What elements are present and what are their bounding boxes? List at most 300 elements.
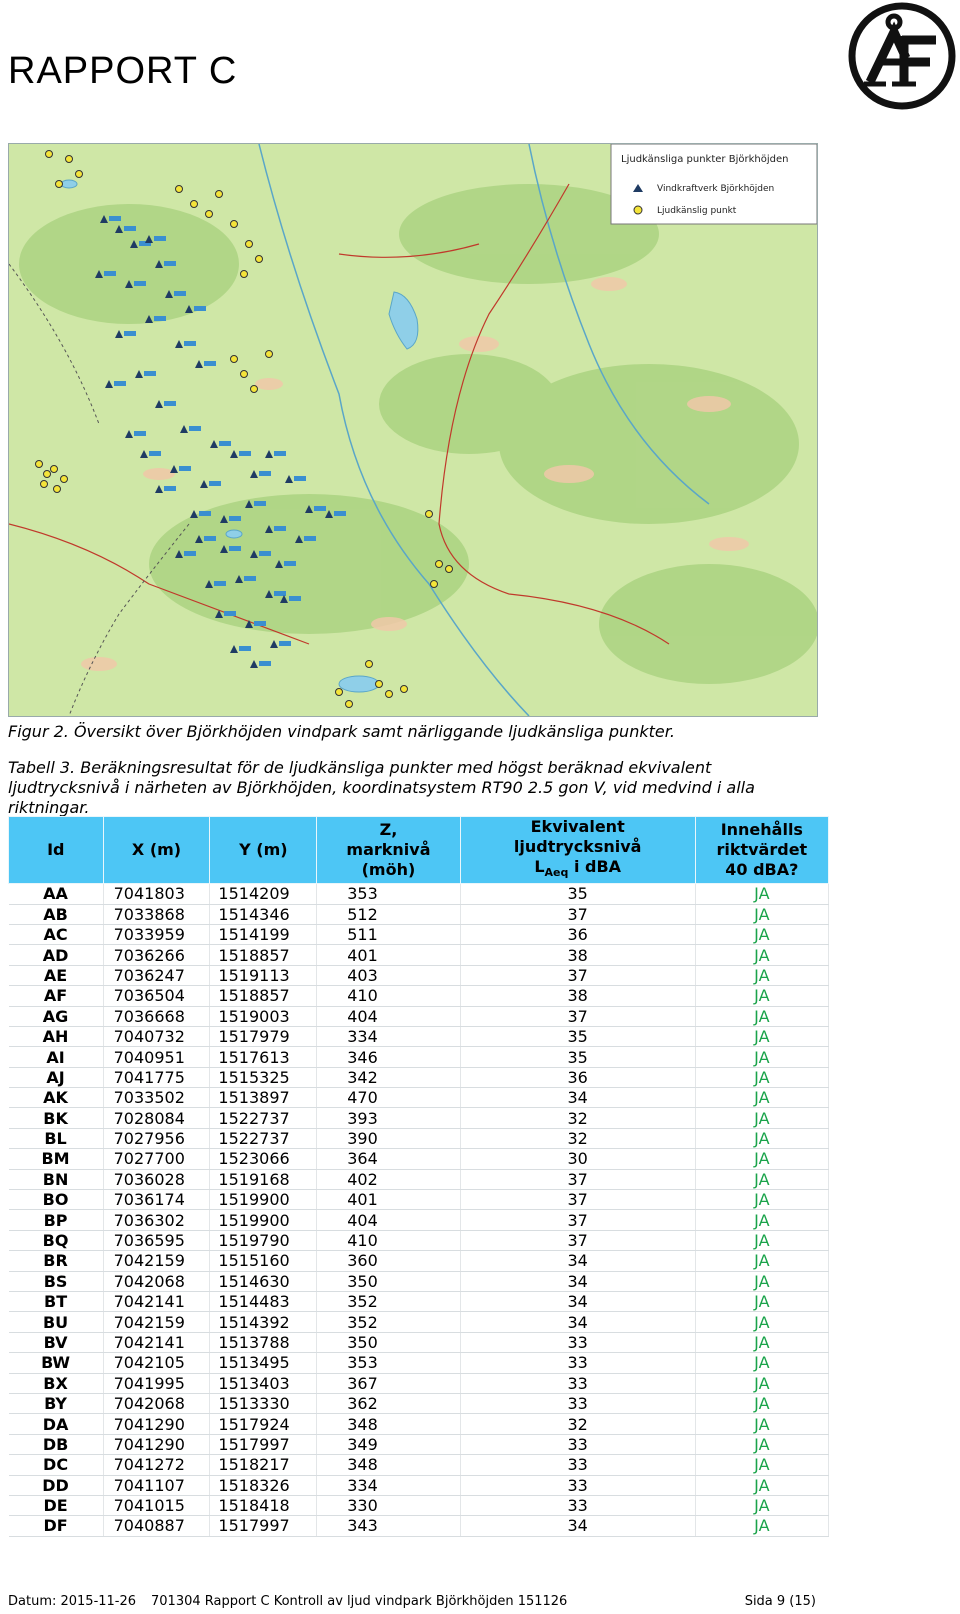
cell-l: 34 xyxy=(460,1292,695,1312)
cell-l: 36 xyxy=(460,924,695,944)
table-row xyxy=(9,1414,829,1434)
results-table xyxy=(8,816,829,1537)
cell-id: AG xyxy=(9,1006,104,1026)
cell-id: DD xyxy=(9,1475,104,1495)
cell-id: BN xyxy=(9,1169,104,1189)
cell-y: 1514346 xyxy=(210,904,317,924)
cell-z: 401 xyxy=(317,945,460,965)
sensitive-point-marker xyxy=(44,471,51,478)
col-level: Ekvivalent ljudtrycksnivå $L_{Aeq}$ i dBA xyxy=(460,817,695,884)
cell-id: BP xyxy=(9,1210,104,1230)
cell-id: BT xyxy=(9,1292,104,1312)
cell-y: 1522737 xyxy=(210,1128,317,1148)
cell-x: 7040887 xyxy=(103,1516,210,1536)
turbine-label-marker xyxy=(184,341,196,346)
cell-ok: JA xyxy=(695,1026,828,1046)
cell-z: 343 xyxy=(317,1516,460,1536)
table-row xyxy=(9,1353,829,1373)
cell-y: 1513897 xyxy=(210,1088,317,1108)
table-row xyxy=(9,945,829,965)
cell-ok: JA xyxy=(695,1047,828,1067)
cell-z: 350 xyxy=(317,1271,460,1291)
turbine-label-marker xyxy=(274,526,286,531)
cell-y: 1515325 xyxy=(210,1067,317,1087)
cell-y: 1517997 xyxy=(210,1516,317,1536)
turbine-label-marker xyxy=(209,481,221,486)
table-row xyxy=(9,1006,829,1026)
cell-l: 35 xyxy=(460,1026,695,1046)
turbine-label-marker xyxy=(259,471,271,476)
cell-y: 1513403 xyxy=(210,1373,317,1393)
turbine-label-marker xyxy=(164,486,176,491)
turbine-label-marker xyxy=(154,316,166,321)
cell-y: 1519113 xyxy=(210,965,317,985)
cell-l: 33 xyxy=(460,1455,695,1475)
cell-z: 402 xyxy=(317,1169,460,1189)
cell-id: BS xyxy=(9,1271,104,1291)
cell-x: 7036302 xyxy=(103,1210,210,1230)
turbine-label-marker xyxy=(279,641,291,646)
sensitive-point-marker xyxy=(36,461,43,468)
cell-l: 35 xyxy=(460,1047,695,1067)
cell-l: 33 xyxy=(460,1353,695,1373)
figure-caption: Figur 2. Översikt över Björkhöjden vindpark samt närliggande ljudkänsliga punkter. xyxy=(8,722,675,741)
cell-z: 470 xyxy=(317,1088,460,1108)
table-row xyxy=(9,965,829,985)
cell-x: 7042141 xyxy=(103,1292,210,1312)
sensitive-point-marker xyxy=(241,271,248,278)
turbine-label-marker xyxy=(189,426,201,431)
turbine-label-marker xyxy=(164,401,176,406)
sensitive-point-marker xyxy=(76,171,83,178)
cell-ok: JA xyxy=(695,986,828,1006)
cell-id: BW xyxy=(9,1353,104,1373)
cell-l: 37 xyxy=(460,904,695,924)
turbine-label-marker xyxy=(294,476,306,481)
cell-ok: JA xyxy=(695,884,828,904)
turbine-label-marker xyxy=(229,546,241,551)
sensitive-point-marker xyxy=(266,351,273,358)
cell-ok: JA xyxy=(695,1353,828,1373)
table-row xyxy=(9,1067,829,1087)
cell-ok: JA xyxy=(695,1516,828,1536)
cell-z: 512 xyxy=(317,904,460,924)
cell-l: 32 xyxy=(460,1108,695,1128)
cell-y: 1519900 xyxy=(210,1190,317,1210)
turbine-label-marker xyxy=(104,271,116,276)
cell-l: 37 xyxy=(460,1190,695,1210)
cell-id: AD xyxy=(9,945,104,965)
cell-ok: JA xyxy=(695,924,828,944)
cell-ok: JA xyxy=(695,1088,828,1108)
turbine-label-marker xyxy=(144,371,156,376)
legend-turbine: Vindkraftverk Björkhöjden xyxy=(657,184,775,194)
cell-z: 362 xyxy=(317,1393,460,1413)
table-row xyxy=(9,986,829,1006)
turbine-label-marker xyxy=(274,451,286,456)
cell-ok: JA xyxy=(695,1475,828,1495)
cell-z: 342 xyxy=(317,1067,460,1087)
sensitive-point-marker xyxy=(176,186,183,193)
cell-l: 37 xyxy=(460,1006,695,1026)
sensitive-point-marker xyxy=(66,156,73,163)
cell-z: 393 xyxy=(317,1108,460,1128)
cell-id: DB xyxy=(9,1434,104,1454)
table-row xyxy=(9,1373,829,1393)
cell-z: 330 xyxy=(317,1495,460,1515)
cell-l: 33 xyxy=(460,1332,695,1352)
turbine-label-marker xyxy=(284,561,296,566)
cell-z: 350 xyxy=(317,1332,460,1352)
cell-id: AE xyxy=(9,965,104,985)
cell-y: 1518418 xyxy=(210,1495,317,1515)
table-row xyxy=(9,1495,829,1515)
cell-l: 33 xyxy=(460,1373,695,1393)
cell-ok: JA xyxy=(695,1271,828,1291)
turbine-label-marker xyxy=(334,511,346,516)
cell-id: BK xyxy=(9,1108,104,1128)
turbine-label-marker xyxy=(124,331,136,336)
col-ok: Innehålls riktvärdet 40 dBA? xyxy=(695,817,828,884)
cell-ok: JA xyxy=(695,1108,828,1128)
cell-id: BX xyxy=(9,1373,104,1393)
table-row xyxy=(9,1047,829,1067)
cell-y: 1514630 xyxy=(210,1271,317,1291)
cell-y: 1519003 xyxy=(210,1006,317,1026)
cell-id: DF xyxy=(9,1516,104,1536)
page-title: RAPPORT C xyxy=(8,50,238,92)
cell-id: BQ xyxy=(9,1230,104,1250)
cell-x: 7036504 xyxy=(103,986,210,1006)
table-row xyxy=(9,904,829,924)
turbine-label-marker xyxy=(114,381,126,386)
cell-id: AJ xyxy=(9,1067,104,1087)
cell-l: 34 xyxy=(460,1088,695,1108)
cell-id: DA xyxy=(9,1414,104,1434)
cell-ok: JA xyxy=(695,1455,828,1475)
cell-id: DC xyxy=(9,1455,104,1475)
cell-z: 364 xyxy=(317,1149,460,1169)
cell-l: 38 xyxy=(460,945,695,965)
sensitive-point-marker xyxy=(231,356,238,363)
sensitive-point-marker xyxy=(191,201,198,208)
turbine-label-marker xyxy=(199,511,211,516)
cell-l: 32 xyxy=(460,1414,695,1434)
cell-y: 1514199 xyxy=(210,924,317,944)
sensitive-point-marker xyxy=(54,486,61,493)
cell-x: 7041015 xyxy=(103,1495,210,1515)
turbine-label-marker xyxy=(194,306,206,311)
sensitive-point-marker xyxy=(56,181,63,188)
cell-y: 1514483 xyxy=(210,1292,317,1312)
cell-ok: JA xyxy=(695,1128,828,1148)
table-row xyxy=(9,1516,829,1536)
cell-z: 352 xyxy=(317,1312,460,1332)
cell-l: 37 xyxy=(460,1230,695,1250)
cell-y: 1517924 xyxy=(210,1414,317,1434)
table-row xyxy=(9,1455,829,1475)
turbine-label-marker xyxy=(239,451,251,456)
turbine-label-marker xyxy=(174,291,186,296)
table-row xyxy=(9,1292,829,1312)
overview-map xyxy=(8,143,818,717)
cell-x: 7041775 xyxy=(103,1067,210,1087)
turbine-label-marker xyxy=(254,501,266,506)
turbine-label-marker xyxy=(289,596,301,601)
sensitive-point-marker xyxy=(216,191,223,198)
turbine-label-marker xyxy=(229,516,241,521)
cell-z: 404 xyxy=(317,1210,460,1230)
cell-id: BR xyxy=(9,1251,104,1271)
cell-z: 346 xyxy=(317,1047,460,1067)
cell-z: 403 xyxy=(317,965,460,985)
cell-y: 1518326 xyxy=(210,1475,317,1495)
cell-l: 33 xyxy=(460,1495,695,1515)
turbine-label-marker xyxy=(239,646,251,651)
cell-x: 7036247 xyxy=(103,965,210,985)
cell-ok: JA xyxy=(695,1434,828,1454)
turbine-label-marker xyxy=(274,591,286,596)
legend-point: Ljudkänslig punkt xyxy=(657,206,737,216)
cell-ok: JA xyxy=(695,1230,828,1250)
col-z: Z, marknivå (möh) xyxy=(317,817,460,884)
cell-y: 1514209 xyxy=(210,884,317,904)
table-row xyxy=(9,1088,829,1108)
table-row xyxy=(9,1210,829,1230)
cell-ok: JA xyxy=(695,1190,828,1210)
cell-x: 7042141 xyxy=(103,1332,210,1352)
cell-y: 1514392 xyxy=(210,1312,317,1332)
cell-id: AK xyxy=(9,1088,104,1108)
cell-l: 33 xyxy=(460,1475,695,1495)
sensitive-point-marker xyxy=(426,511,433,518)
cell-x: 7033868 xyxy=(103,904,210,924)
cell-ok: JA xyxy=(695,1210,828,1230)
turbine-label-marker xyxy=(204,536,216,541)
cell-l: 33 xyxy=(460,1434,695,1454)
turbine-label-marker xyxy=(134,431,146,436)
turbine-label-marker xyxy=(224,611,236,616)
cell-ok: JA xyxy=(695,1006,828,1026)
cell-id: AB xyxy=(9,904,104,924)
cell-l: 34 xyxy=(460,1271,695,1291)
cell-x: 7041290 xyxy=(103,1434,210,1454)
cell-z: 348 xyxy=(317,1414,460,1434)
cell-ok: JA xyxy=(695,1292,828,1312)
cell-y: 1519168 xyxy=(210,1169,317,1189)
legend-title: Ljudkänsliga punkter Björkhöjden xyxy=(621,154,789,165)
turbine-label-marker xyxy=(204,361,216,366)
turbine-label-marker xyxy=(219,441,231,446)
cell-y: 1519900 xyxy=(210,1210,317,1230)
sensitive-point-marker xyxy=(336,689,343,696)
cell-x: 7027956 xyxy=(103,1128,210,1148)
cell-l: 37 xyxy=(460,965,695,985)
sensitive-point-marker xyxy=(366,661,373,668)
turbine-label-marker xyxy=(254,621,266,626)
cell-y: 1522737 xyxy=(210,1108,317,1128)
turbine-label-marker xyxy=(184,551,196,556)
cell-y: 1523066 xyxy=(210,1149,317,1169)
cell-z: 360 xyxy=(317,1251,460,1271)
cell-z: 404 xyxy=(317,1006,460,1026)
cell-x: 7041272 xyxy=(103,1455,210,1475)
cell-ok: JA xyxy=(695,1373,828,1393)
cell-ok: JA xyxy=(695,1414,828,1434)
turbine-label-marker xyxy=(214,581,226,586)
cell-x: 7033502 xyxy=(103,1088,210,1108)
cell-id: BO xyxy=(9,1190,104,1210)
sensitive-point-marker xyxy=(206,211,213,218)
table-row xyxy=(9,1169,829,1189)
cell-z: 334 xyxy=(317,1026,460,1046)
cell-id: BV xyxy=(9,1332,104,1352)
cell-x: 7041107 xyxy=(103,1475,210,1495)
footer-page: Sida 9 (15) xyxy=(744,1594,816,1609)
table-row xyxy=(9,924,829,944)
cell-ok: JA xyxy=(695,1251,828,1271)
cell-l: 36 xyxy=(460,1067,695,1087)
sensitive-point-marker xyxy=(376,681,383,688)
cell-z: 410 xyxy=(317,1230,460,1250)
table-row xyxy=(9,1434,829,1454)
cell-l: 33 xyxy=(460,1393,695,1413)
sensitive-point-marker xyxy=(401,686,408,693)
table-row xyxy=(9,1332,829,1352)
sensitive-point-marker xyxy=(246,241,253,248)
cell-z: 334 xyxy=(317,1475,460,1495)
cell-z: 353 xyxy=(317,1353,460,1373)
cell-id: BM xyxy=(9,1149,104,1169)
cell-id: BY xyxy=(9,1393,104,1413)
cell-ok: JA xyxy=(695,1332,828,1352)
cell-x: 7041995 xyxy=(103,1373,210,1393)
sensitive-point-marker xyxy=(436,561,443,568)
sensitive-point-marker xyxy=(241,371,248,378)
cell-l: 37 xyxy=(460,1210,695,1230)
cell-y: 1515160 xyxy=(210,1251,317,1271)
cell-ok: JA xyxy=(695,1312,828,1332)
cell-z: 348 xyxy=(317,1455,460,1475)
cell-ok: JA xyxy=(695,965,828,985)
sensitive-point-marker xyxy=(61,476,68,483)
cell-l: 37 xyxy=(460,1169,695,1189)
cell-l: 35 xyxy=(460,884,695,904)
cell-y: 1513788 xyxy=(210,1332,317,1352)
cell-y: 1517613 xyxy=(210,1047,317,1067)
cell-z: 352 xyxy=(317,1292,460,1312)
table-row xyxy=(9,884,829,904)
cell-ok: JA xyxy=(695,945,828,965)
cell-ok: JA xyxy=(695,1149,828,1169)
cell-x: 7033959 xyxy=(103,924,210,944)
table-caption: Tabell 3. Beräkningsresultat för de ljudkänsliga punkter med högst beräknad ekvivalent ljudtrycksnivå i närheten av Björkhöjden, koordinatsystem RT90 2.5 gon V, vid medvind i alla riktningar. xyxy=(8,758,755,817)
cell-x: 7028084 xyxy=(103,1108,210,1128)
cell-l: 34 xyxy=(460,1516,695,1536)
turbine-label-marker xyxy=(109,216,121,221)
cell-l: 34 xyxy=(460,1312,695,1332)
cell-x: 7036595 xyxy=(103,1230,210,1250)
turbine-label-marker xyxy=(124,226,136,231)
cell-x: 7027700 xyxy=(103,1149,210,1169)
turbine-label-marker xyxy=(259,551,271,556)
table-row xyxy=(9,1230,829,1250)
table-row xyxy=(9,1271,829,1291)
table-row xyxy=(9,1190,829,1210)
cell-ok: JA xyxy=(695,1393,828,1413)
cell-x: 7042159 xyxy=(103,1312,210,1332)
table-row xyxy=(9,1108,829,1128)
turbine-label-marker xyxy=(304,536,316,541)
cell-y: 1518217 xyxy=(210,1455,317,1475)
af-logo xyxy=(846,0,958,112)
sensitive-point-marker xyxy=(41,481,48,488)
cell-id: BL xyxy=(9,1128,104,1148)
cell-y: 1517997 xyxy=(210,1434,317,1454)
turbine-label-marker xyxy=(179,466,191,471)
cell-z: 390 xyxy=(317,1128,460,1148)
cell-x: 7036028 xyxy=(103,1169,210,1189)
cell-x: 7036266 xyxy=(103,945,210,965)
cell-l: 30 xyxy=(460,1149,695,1169)
turbine-label-marker xyxy=(314,506,326,511)
cell-z: 349 xyxy=(317,1434,460,1454)
sensitive-point-marker xyxy=(346,701,353,708)
cell-x: 7040732 xyxy=(103,1026,210,1046)
cell-id: AA xyxy=(9,884,104,904)
cell-id: DE xyxy=(9,1495,104,1515)
cell-ok: JA xyxy=(695,1067,828,1087)
cell-x: 7041290 xyxy=(103,1414,210,1434)
table-row xyxy=(9,1393,829,1413)
cell-x: 7036174 xyxy=(103,1190,210,1210)
sensitive-point-marker xyxy=(231,221,238,228)
cell-ok: JA xyxy=(695,1169,828,1189)
sensitive-point-marker xyxy=(386,691,393,698)
table-row xyxy=(9,1251,829,1271)
sensitive-point-marker xyxy=(256,256,263,263)
sensitive-point-marker xyxy=(251,386,258,393)
table-row xyxy=(9,1475,829,1495)
cell-id: BU xyxy=(9,1312,104,1332)
cell-x: 7042068 xyxy=(103,1271,210,1291)
cell-y: 1517979 xyxy=(210,1026,317,1046)
cell-x: 7042068 xyxy=(103,1393,210,1413)
sensitive-point-marker xyxy=(431,581,438,588)
turbine-label-marker xyxy=(164,261,176,266)
cell-x: 7042159 xyxy=(103,1251,210,1271)
footer-doc: 701304 Rapport C Kontroll av ljud vindpark Björkhöjden 151126 xyxy=(151,1594,568,1609)
cell-id: AF xyxy=(9,986,104,1006)
sensitive-point-marker xyxy=(46,151,53,158)
cell-x: 7036668 xyxy=(103,1006,210,1026)
turbine-label-marker xyxy=(244,576,256,581)
point-legend-icon xyxy=(634,206,642,214)
cell-y: 1518857 xyxy=(210,945,317,965)
page-footer xyxy=(8,1594,816,1609)
cell-x: 7040951 xyxy=(103,1047,210,1067)
sensitive-point-marker xyxy=(51,466,58,473)
table-header-row xyxy=(9,817,829,884)
cell-id: AH xyxy=(9,1026,104,1046)
cell-y: 1513495 xyxy=(210,1353,317,1373)
cell-z: 353 xyxy=(317,884,460,904)
cell-y: 1519790 xyxy=(210,1230,317,1250)
col-x: X (m) xyxy=(103,817,210,884)
table-row xyxy=(9,1149,829,1169)
cell-id: AI xyxy=(9,1047,104,1067)
col-y: Y (m) xyxy=(210,817,317,884)
